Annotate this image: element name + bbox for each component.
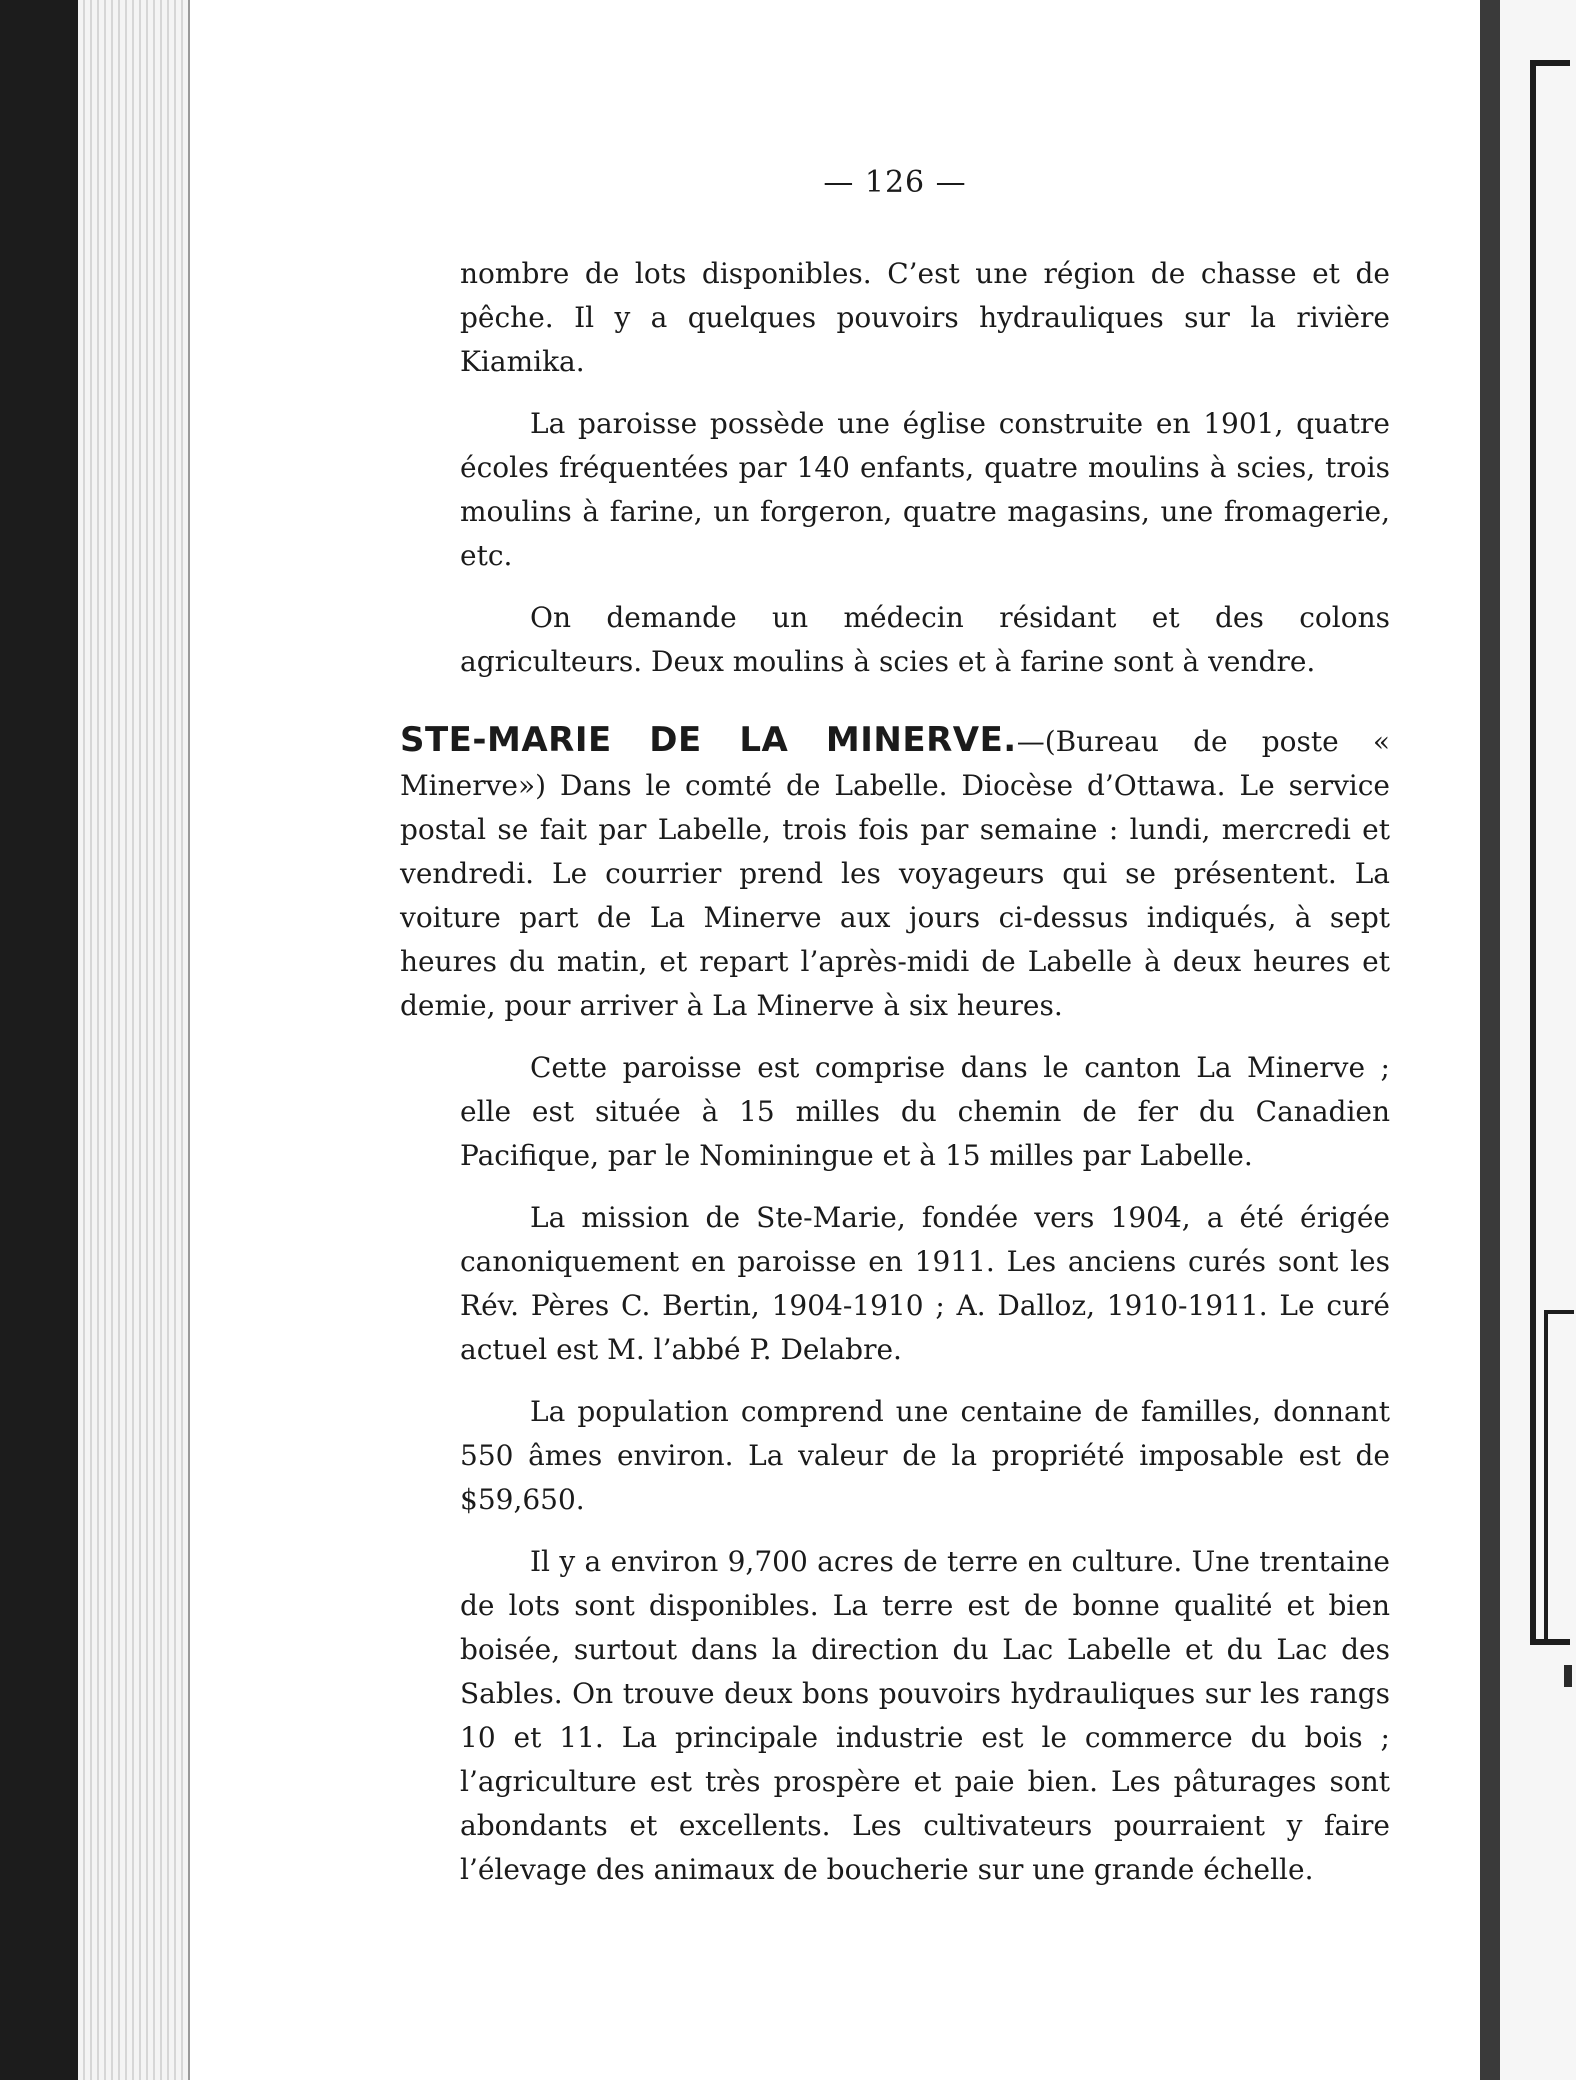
section-intro: —(Bureau de poste « Minerve») Dans le comté de Labelle. Diocèse d’Ottawa. Le service postal se fait par Labelle, trois fois par semaine : lundi, mercredi et vendredi. Le courrier prend les voyageurs qui se présentent. La voiture part de La Minerve aux jours ci-dessus indiqués, à sept heures du matin, et repart l’après-midi de Labelle à deux heures et demie, pour arriver à La Minerve à six heures.	[400, 725, 1390, 1022]
book-edge-shadow	[0, 0, 78, 2080]
section-heading: STE-MARIE DE LA MINERVE.	[400, 720, 1017, 760]
facing-page-inner-frame	[1544, 1310, 1574, 1640]
paragraph-mission: La mission de Ste-Marie, fondée vers 1904, a été érigée canoniquement en paroisse en 1911. Les anciens curés sont les Rév. Pères C. Bertin, 1904-1910 ; A. Dalloz, 1910-1911. Le curé actuel est M. l’abbé P. Delabre.	[460, 1201, 1390, 1366]
paragraph-land: Il y a environ 9,700 acres de terre en culture. Une trentaine de lots sont disponibles. La terre est de bonne qualité et bien boisée, surtout dans la direction du Lac Labelle et du Lac des Sables. On trouve deux bons pouvoirs hydrauliques sur les rangs 10 et 11. La principale industrie est le commerce du bois ; l’agriculture est très prospère et paie bien. Les pâturages sont abondants et excellents. Les cultivateurs pourraient y faire l’élevage des animaux de boucherie sur une grande échelle.	[460, 1545, 1390, 1886]
page-number: — 126 —	[823, 165, 967, 200]
text-column	[270, 252, 1390, 1892]
section-entry	[400, 718, 1390, 1028]
page-text	[270, 165, 1410, 1910]
paragraph-canton: Cette paroisse est comprise dans le canton La Minerve ; elle est située à 15 milles du chemin de fer du Canadien Pacifique, par le Nominingue et à 15 milles par Labelle.	[460, 1051, 1390, 1172]
paragraph-parish: La paroisse possède une église construite en 1901, quatre écoles fréquentées par 140 enfants, quatre moulins à scies, trois moulins à farine, un forgeron, quatre magasins, une fromagerie, etc.	[460, 407, 1390, 572]
paragraph-continuation: nombre de lots disponibles. C’est une région de chasse et de pêche. Il y a quelques pouvoirs hydrauliques sur la rivière Kiamika.	[460, 257, 1390, 378]
page-stack-edges	[78, 0, 190, 2080]
book-gutter	[1480, 0, 1500, 2080]
facing-page-mark	[1564, 1665, 1572, 1687]
paragraph-demand: On demande un médecin résidant et des colons agriculteurs. Deux moulins à scies et à farine sont à vendre.	[460, 601, 1390, 678]
paragraph-population: La population comprend une centaine de familles, donnant 550 âmes environ. La valeur de la propriété imposable est de $59,650.	[460, 1395, 1390, 1516]
